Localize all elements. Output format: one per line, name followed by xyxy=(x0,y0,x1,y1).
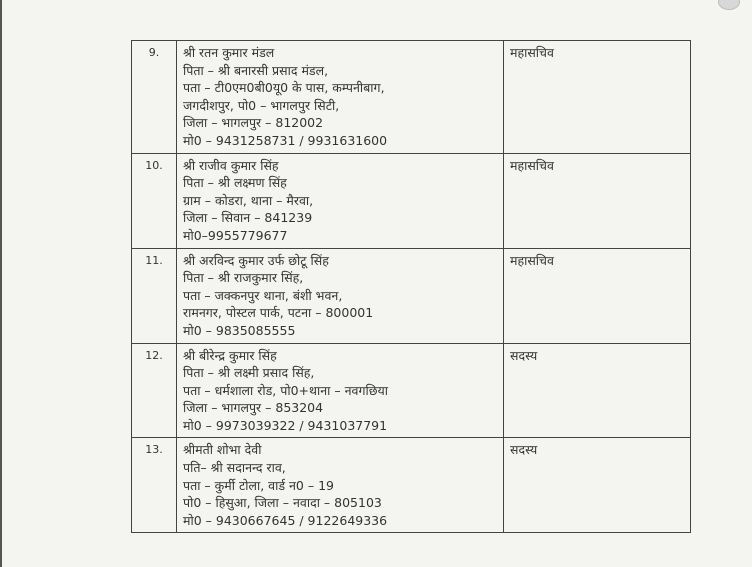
member-detail-line: जिला – भागलपुर – 812002 xyxy=(183,115,324,131)
member-name: श्री रतन कुमार मंडल xyxy=(183,45,275,60)
member-detail-line: पो0 – हिसुआ, जिला – नवादा – 805103 xyxy=(183,495,382,511)
member-detail-line: मो0 – 9835085555 xyxy=(183,322,296,338)
table-row xyxy=(132,248,691,343)
table-row xyxy=(132,153,691,248)
member-name: श्री अरविन्द कुमार उर्फ छोटू सिंह xyxy=(183,252,329,268)
member-name: श्रीमती शोभा देवी xyxy=(183,442,262,458)
member-detail-line: जगदीशपुर, पो0 – भागलपुर सिटी, xyxy=(183,97,340,113)
member-detail-line: पता – कुर्मी टोला, वार्ड न0 – 19 xyxy=(183,477,334,493)
member-detail-line: पति– श्री सदानन्द राव, xyxy=(183,460,286,476)
table-row xyxy=(132,343,691,438)
scroll-indicator-icon xyxy=(718,0,740,10)
member-detail-line: मो0 – 9430667645 / 9122649336 xyxy=(183,512,388,528)
member-role: सदस्य xyxy=(504,438,691,533)
member-name: श्री बीरेन्द्र कुमार सिंह xyxy=(183,347,277,363)
member-table-body xyxy=(132,41,691,533)
member-detail-line: पिता – श्री लक्ष्मण सिंह xyxy=(183,175,287,191)
row-number: 11. xyxy=(132,248,177,343)
member-details xyxy=(177,438,504,533)
member-detail-line: जिला – सिवान – 841239 xyxy=(183,210,313,226)
member-name: श्री राजीव कुमार सिंह xyxy=(183,157,279,173)
member-detail-line: मो0–9955779677 xyxy=(183,227,288,243)
member-detail-line: पिता – श्री बनारसी प्रसाद मंडल, xyxy=(183,62,329,78)
member-detail-line: जिला – भागलपुर – 853204 xyxy=(183,400,324,416)
member-details xyxy=(177,41,504,154)
member-detail-line: पता – टी0एम0बी0यू0 के पास, कम्पनीबाग, xyxy=(183,80,385,96)
member-role: महासचिव xyxy=(504,41,691,154)
member-table xyxy=(131,40,691,533)
member-role: महासचिव xyxy=(504,153,691,248)
member-details xyxy=(177,248,504,343)
member-role: सदस्य xyxy=(504,343,691,438)
member-detail-line: रामनगर, पोस्टल पार्क, पटना – 800001 xyxy=(183,305,374,321)
table-row xyxy=(132,41,691,154)
row-number: 9. xyxy=(132,41,177,154)
member-role: महासचिव xyxy=(504,248,691,343)
member-detail-line: मो0 – 9973039322 / 9431037791 xyxy=(183,417,388,433)
row-number: 10. xyxy=(132,153,177,248)
member-detail-line: पिता – श्री लक्ष्मी प्रसाद सिंह, xyxy=(183,365,315,381)
table-row xyxy=(132,438,691,533)
member-detail-line: पता – जक्कनपुर थाना, बंशी भवन, xyxy=(183,287,343,303)
member-details xyxy=(177,153,504,248)
member-detail-line: मो0 – 9431258731 / 9931631600 xyxy=(183,132,388,148)
member-details xyxy=(177,343,504,438)
member-detail-line: पता – धर्मशाला रोड, पो0+थाना – नवगछिया xyxy=(183,382,389,398)
member-detail-line: ग्राम – कोडरा, थाना – मैरवा, xyxy=(183,192,314,208)
row-number: 12. xyxy=(132,343,177,438)
member-detail-line: पिता – श्री राजकुमार सिंह, xyxy=(183,270,304,286)
row-number: 13. xyxy=(132,438,177,533)
